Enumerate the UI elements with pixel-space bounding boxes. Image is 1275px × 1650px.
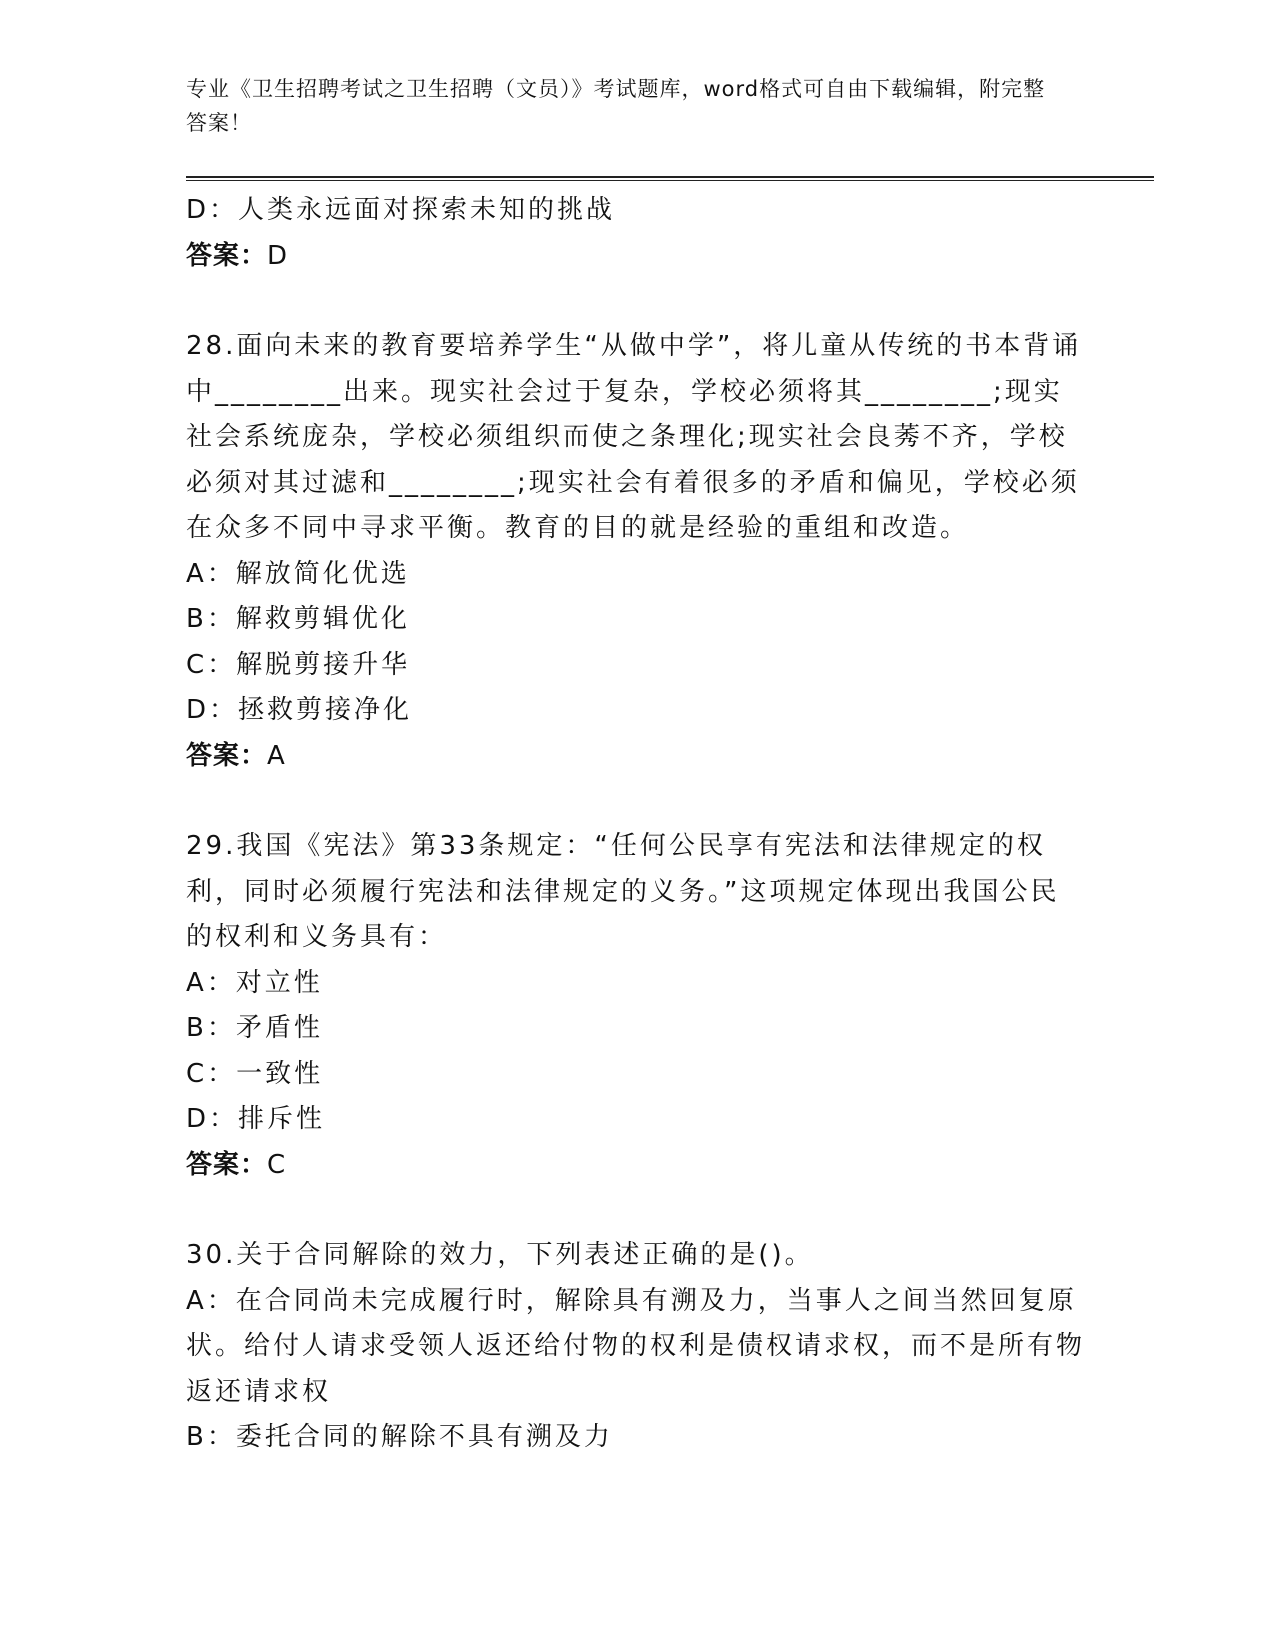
option-b: B：解救剪辑优化 — [186, 604, 410, 634]
document-header-note: 专业《卫生招聘考试之卫生招聘（文员）》考试题库，word格式可自由下载编辑，附完整答案！ — [186, 77, 1046, 135]
question-stem: 28.面向未来的教育要培养学生“从做中学”，将儿童从传统的书本背诵中________出来。现实社会过于复杂，学校必须将其________;现实社会系统庞杂，学校必须组织而使之条理化;现实社会良莠不齐，学校必须对其过滤和________;现实社会有着很多的矛盾和偏见，学校必须在众多不同中寻求平衡。教育的目的就是经验的重组和改造。 — [186, 331, 1082, 543]
answer-value: D — [267, 240, 289, 271]
answer-value: A — [267, 740, 286, 771]
option-a: A：对立性 — [186, 967, 323, 998]
carryover-answer — [186, 234, 1086, 280]
answer-value: C — [267, 1149, 287, 1180]
option-b: B：矛盾性 — [186, 1013, 323, 1043]
question-28 — [186, 324, 1086, 779]
option-d: D：拯救剪接净化 — [186, 695, 413, 725]
carryover-option-d: D：人类永远面对探索未知的挑战 — [186, 195, 616, 225]
question-30 — [186, 1233, 1086, 1461]
answer-label: 答案： — [186, 740, 268, 771]
question-answer — [186, 734, 1086, 780]
header-divider — [186, 176, 1154, 181]
option-a: A：在合同尚未完成履行时，解除具有溯及力，当事人之间当然回复原状。给付人请求受领人返还给付物的权利是债权请求权，而不是所有物返还请求权 — [186, 1285, 1086, 1407]
question-stem: 30.关于合同解除的效力，下列表述正确的是()。 — [186, 1240, 814, 1270]
answer-label: 答案： — [186, 1149, 268, 1180]
question-29 — [186, 824, 1086, 1188]
option-c: C：一致性 — [186, 1058, 324, 1089]
question-content — [186, 188, 1086, 1461]
question-stem: 29.我国《宪法》第33条规定：“任何公民享有宪法和法律规定的权利，同时必须履行宪法和法律规定的义务。”这项规定体现出我国公民的权利和义务具有： — [186, 831, 1060, 952]
option-b: B：委托合同的解除不具有溯及力 — [186, 1422, 613, 1452]
option-a: A：解放简化优选 — [186, 558, 410, 589]
answer-label: 答案： — [186, 240, 268, 271]
option-d: D：排斥性 — [186, 1104, 326, 1134]
option-c: C：解脱剪接升华 — [186, 649, 411, 680]
question-answer — [186, 1143, 1086, 1189]
